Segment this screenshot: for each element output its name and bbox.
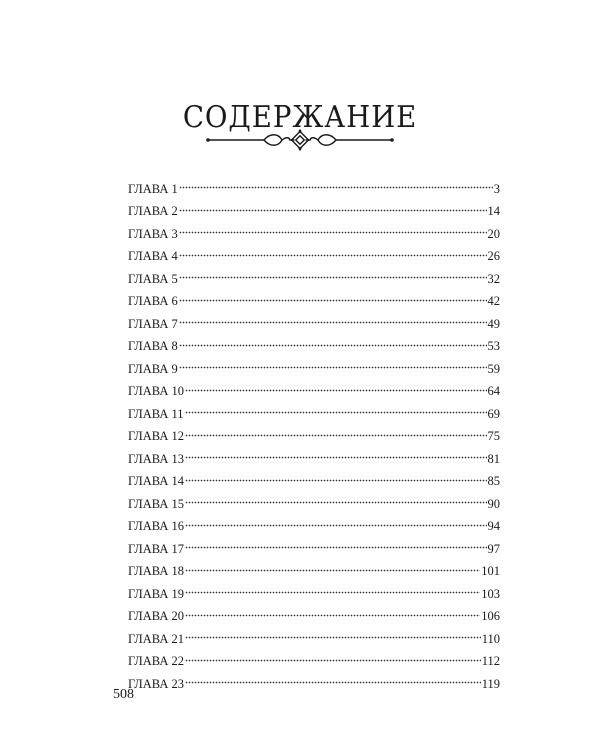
toc-entry-page: 64: [487, 384, 500, 398]
dot-leader: [179, 193, 487, 216]
toc-entry-page: 85: [487, 474, 500, 488]
toc-entry-label: ГЛАВА 3: [128, 226, 178, 241]
toc-entry-label: ГЛАВА 21: [128, 631, 184, 646]
toc-entry-label: ГЛАВА 7: [128, 316, 178, 331]
toc-entry-page: 20: [487, 226, 500, 241]
toc-entry-page: 42: [487, 294, 500, 308]
dot-leader: [179, 305, 487, 328]
toc-entry: [128, 170, 500, 196]
toc-entry-page: 97: [487, 541, 500, 556]
toc-entry: [128, 283, 500, 306]
decorative-flourish-icon: [204, 127, 396, 153]
toc-entry-page: 90: [487, 496, 500, 511]
dot-leader: [185, 643, 481, 666]
dot-leader: [185, 418, 487, 441]
dot-leader: [185, 665, 481, 688]
toc-entry-label: ГЛАВА 8: [128, 339, 178, 353]
dot-leader: [185, 508, 487, 531]
toc-entry-label: ГЛАВА 6: [128, 294, 178, 308]
toc-entry-label: ГЛАВА 16: [128, 519, 184, 533]
dot-leader: [185, 440, 487, 463]
dot-leader: [179, 283, 487, 306]
toc-entry-page: 81: [487, 451, 500, 466]
page-number: 508: [113, 687, 134, 702]
toc-entry: [128, 193, 500, 216]
dot-leader: [179, 260, 487, 283]
dot-leader: [185, 575, 480, 598]
toc-entry: [128, 395, 500, 421]
toc-entry-page: 110: [481, 631, 500, 646]
toc-entry-page: 32: [487, 271, 500, 286]
dot-leader: [185, 553, 480, 576]
toc-entry-page: 106: [481, 609, 500, 623]
dot-leader: [185, 620, 481, 643]
toc-entry: [128, 238, 500, 261]
toc-entry-label: ГЛАВА 22: [128, 654, 184, 668]
toc-entry-label: ГЛАВА 20: [128, 609, 184, 623]
toc-entry-label: ГЛАВА 4: [128, 249, 178, 263]
toc-entry-page: 14: [487, 204, 500, 218]
toc-entry-page: 3: [493, 181, 500, 196]
dot-leader: [185, 530, 487, 553]
dot-leader: [179, 350, 487, 373]
toc-entry-label: ГЛАВА 9: [128, 361, 178, 376]
toc-entry: [128, 328, 500, 351]
dot-leader: [179, 215, 487, 238]
dot-leader: [185, 395, 487, 418]
toc-entry-page: 94: [487, 519, 500, 533]
toc-entry-label: ГЛАВА 13: [128, 451, 184, 466]
toc-entry-label: ГЛАВА 2: [128, 204, 178, 218]
dot-leader: [185, 373, 487, 396]
dot-leader: [185, 485, 487, 508]
toc-entry: [128, 418, 500, 441]
toc-entry-label: ГЛАВА 10: [128, 384, 184, 398]
toc-entry-page: 119: [481, 676, 500, 691]
toc-entry-page: 112: [481, 654, 500, 668]
toc-entry-page: 53: [487, 339, 500, 353]
page-title: СОДЕРЖАНИЕ: [182, 100, 418, 136]
toc-entry-label: ГЛАВА 12: [128, 429, 184, 443]
toc-entry: [128, 260, 500, 286]
toc-entry: [128, 215, 500, 241]
toc-entry-label: ГЛАВА 17: [128, 541, 184, 556]
dot-leader: [185, 463, 487, 486]
toc-entry-page: 75: [487, 429, 500, 443]
toc-entry-page: 59: [487, 361, 500, 376]
toc-entry-label: ГЛАВА 15: [128, 496, 184, 511]
toc-entry-label: ГЛАВА 19: [128, 586, 184, 601]
toc-entry-page: 49: [487, 316, 500, 331]
toc-entry-label: ГЛАВА 18: [128, 564, 184, 578]
toc-entry-page: 101: [481, 564, 500, 578]
dot-leader: [185, 598, 480, 621]
toc-entry: [128, 305, 500, 331]
toc-entry-page: 103: [481, 586, 500, 601]
toc-entry-page: 69: [487, 406, 500, 421]
toc-entry-label: ГЛАВА 14: [128, 474, 184, 488]
toc-entry-label: ГЛАВА 23: [128, 676, 184, 691]
dot-leader: [179, 328, 487, 351]
toc-entry-page: 26: [487, 249, 500, 263]
dot-leader: [179, 170, 493, 193]
toc-entry: [128, 350, 500, 376]
table-of-contents: [128, 170, 500, 691]
toc-entry-label: ГЛАВА 11: [128, 406, 184, 421]
toc-entry: [128, 373, 500, 396]
dot-leader: [179, 238, 487, 261]
toc-entry-label: ГЛАВА 5: [128, 271, 178, 286]
toc-entry-label: ГЛАВА 1: [128, 181, 178, 196]
